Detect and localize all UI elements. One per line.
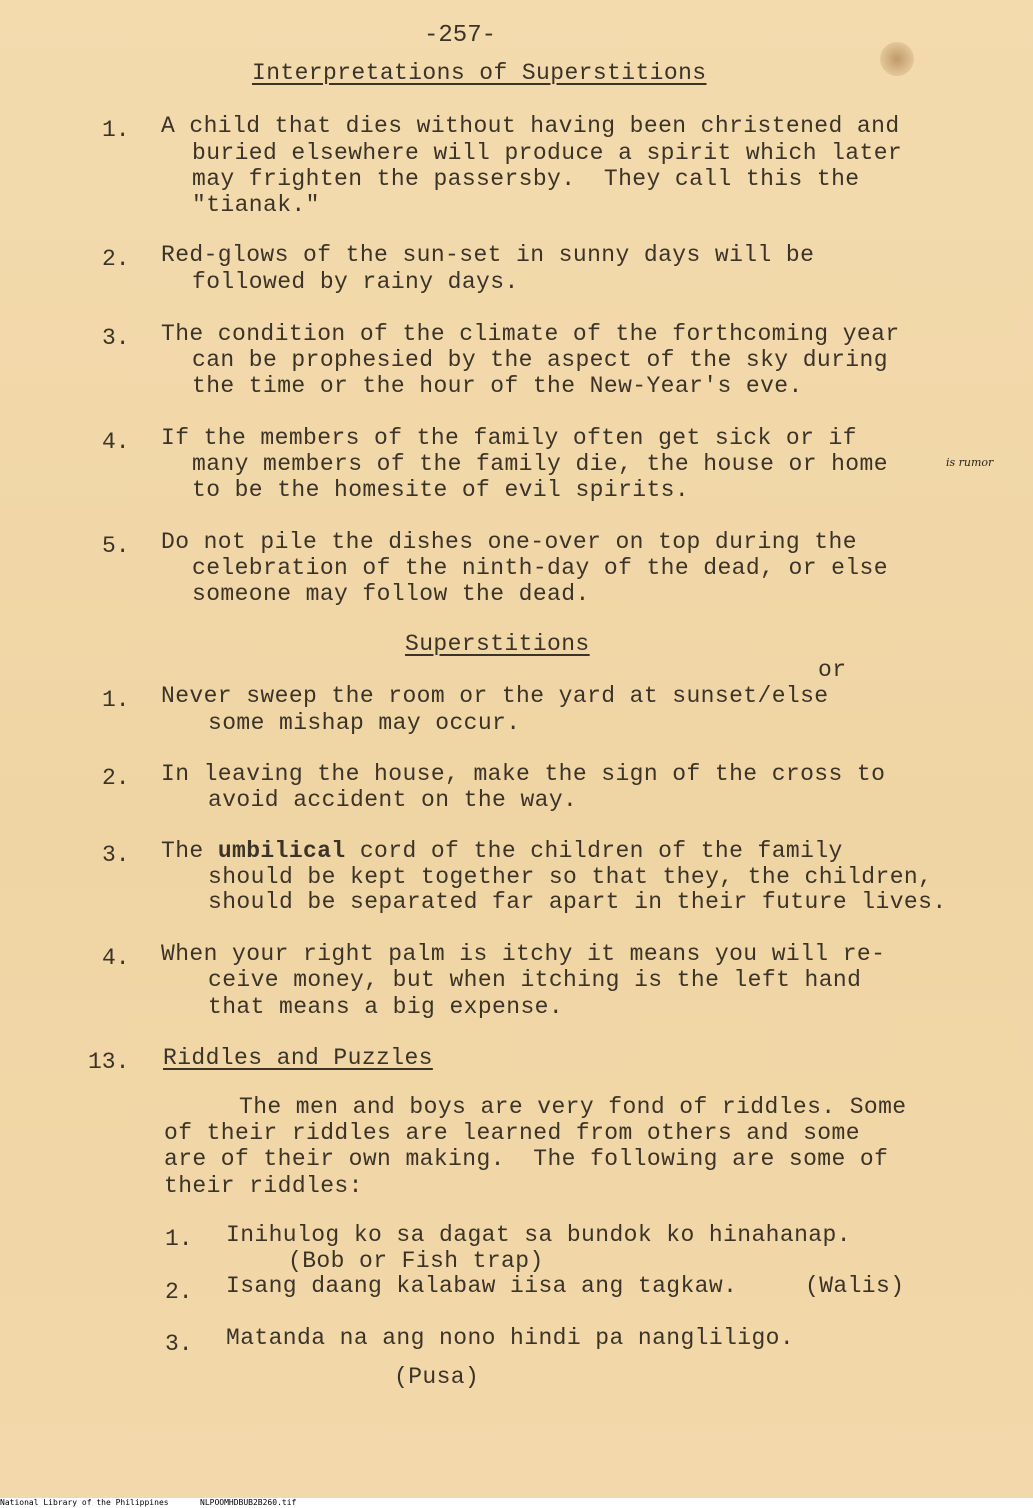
item-line: Do not pile the dishes one-over on top during the: [161, 529, 857, 555]
riddle-text: Isang daang kalabaw iisa ang tagkaw.: [226, 1273, 738, 1299]
item-line: may frighten the passersby. They call this the: [192, 166, 860, 192]
item-number: 5.: [102, 533, 130, 559]
item-line: If the members of the family often get sick or if: [161, 425, 857, 451]
item-line: [161, 838, 843, 865]
item-number: 4.: [102, 429, 130, 455]
item-line: When your right palm is itchy it means you will re-: [161, 941, 886, 967]
item-line: can be prophesied by the aspect of the sky during: [192, 347, 888, 373]
riddle-number: 1.: [165, 1226, 193, 1252]
section-title-superstitions: Superstitions: [405, 631, 590, 657]
riddle-answer: (Bob or Fish trap): [288, 1248, 544, 1274]
riddle-text: Matanda na ang nono hindi pa nangliligo.: [226, 1325, 795, 1351]
riddle-number: 3.: [165, 1331, 193, 1357]
item-line: many members of the family die, the house or home: [192, 451, 888, 477]
text-fragment: The: [161, 838, 218, 864]
section-title-riddles: Riddles and Puzzles: [163, 1045, 433, 1071]
item-line: A child that dies without having been christened and: [161, 113, 900, 139]
section-number: 13.: [88, 1049, 130, 1075]
item-line: In leaving the house, make the sign of the cross to: [161, 761, 886, 787]
inserted-word: or: [818, 657, 847, 683]
item-line: followed by rainy days.: [192, 269, 519, 295]
handwritten-annotation: is rumor: [946, 456, 994, 469]
section-title-interpretations: Interpretations of Superstitions: [252, 60, 707, 86]
item-line: that means a big expense.: [208, 994, 564, 1020]
item-line: celebration of the ninth-day of the dead, or else: [192, 555, 888, 581]
scan-footer: [0, 1498, 1033, 1508]
item-line: someone may follow the dead.: [192, 581, 590, 607]
item-line: the time or the hour of the New-Year's eve.: [192, 373, 803, 399]
item-line: to be the homesite of evil spirits.: [192, 477, 690, 503]
paragraph-line: their riddles:: [164, 1173, 363, 1199]
stain: [880, 42, 914, 76]
footer-filename: NLPOOMHDBUB2B260.tif: [200, 1498, 297, 1507]
item-line: buried elsewhere will produce a spirit which later: [192, 140, 903, 166]
paragraph-line: The men and boys are very fond of riddles. Some: [239, 1094, 907, 1120]
footer-library: National Library of the Philippines: [0, 1498, 169, 1507]
item-line: "tianak.": [192, 192, 320, 218]
riddle-answer: (Walis): [805, 1273, 905, 1299]
item-line: ceive money, but when itching is the left hand: [208, 967, 862, 993]
paragraph-line: of their riddles are learned from others and some: [164, 1120, 860, 1146]
item-number: 2.: [102, 246, 130, 272]
bold-word: umbilical: [217, 838, 346, 864]
item-line: some mishap may occur.: [208, 710, 521, 736]
riddle-text: Inihulog ko sa dagat sa bundok ko hinahanap.: [226, 1222, 851, 1248]
item-line: The condition of the climate of the forthcoming year: [161, 321, 900, 347]
item-line: should be kept together so that they, the children,: [208, 864, 933, 890]
item-line: should be separated far apart in their future lives.: [208, 889, 947, 915]
page-number: -257-: [424, 22, 497, 49]
item-number: 3.: [102, 325, 130, 351]
item-number: 1.: [102, 117, 130, 143]
item-number: 2.: [102, 765, 130, 791]
item-line: Never sweep the room or the yard at sunset/else: [161, 683, 829, 709]
text-fragment: cord of the children of the family: [345, 838, 843, 864]
item-number: 4.: [102, 945, 130, 971]
riddle-number: 2.: [165, 1279, 193, 1305]
riddle-answer: (Pusa): [394, 1364, 480, 1390]
item-number: 1.: [102, 687, 130, 713]
item-line: Red-glows of the sun-set in sunny days will be: [161, 242, 815, 268]
item-line: avoid accident on the way.: [208, 787, 578, 813]
paragraph-line: are of their own making. The following are some of: [164, 1146, 889, 1172]
item-number: 3.: [102, 842, 130, 868]
